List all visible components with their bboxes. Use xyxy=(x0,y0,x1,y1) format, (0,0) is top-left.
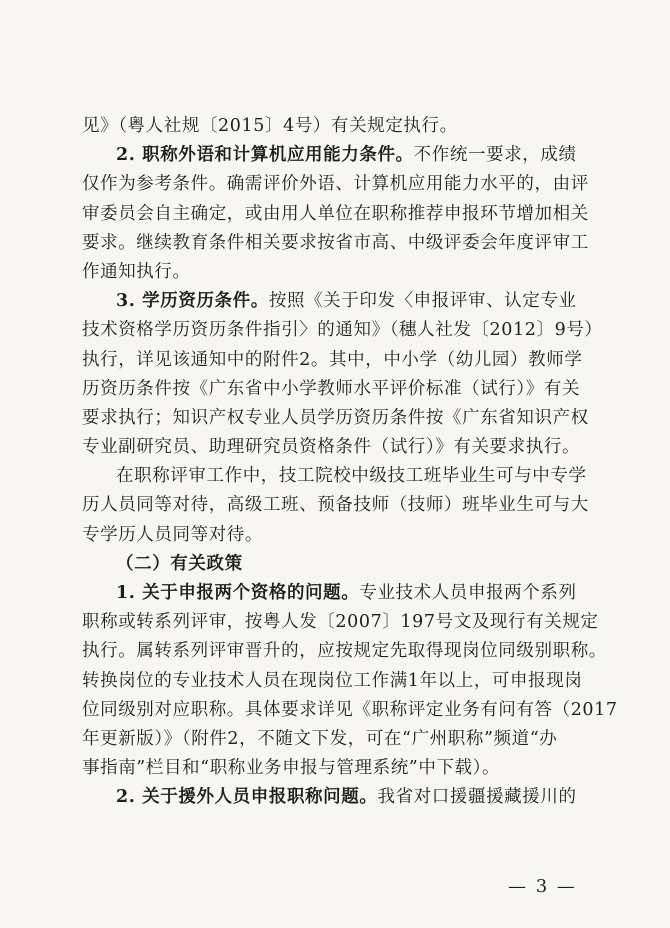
text-line-21: 位同级别对应职称。具体要求详见《职称评定业务有问有答（2017 xyxy=(82,699,618,720)
section-heading-1: 1. 关于申报两个资格的问题。 xyxy=(116,583,360,603)
text-line-12: 专业副研究员、助理研究员资格条件（试行）》有关要求执行。 xyxy=(82,437,581,458)
text-line-22: 年更新版）》（附件2，不随文下发，可在“广州职称”频道“办 xyxy=(82,728,558,749)
text-line-2: 2. 职称外语和计算机应用能力条件。不作统一要求，成绩 xyxy=(116,145,577,166)
text-line-4: 审委员会自主确定，或由用人单位在职称推荐申报环节增加相关 xyxy=(82,203,589,224)
text-line-24: 2. 关于援外人员申报职称问题。我省对口援疆援藏援川的 xyxy=(116,787,577,808)
text-line-11: 要求执行；知识产权专业人员学历资历条件按《广东省知识产权 xyxy=(82,407,589,428)
text-line-16 xyxy=(82,550,597,579)
text-line-8: 技术资格学历资历条件指引〉的通知》（穗人社发〔2012〕9号） xyxy=(82,320,603,341)
text-line-6: 作通知执行。 xyxy=(82,261,191,282)
text-line-17: 1. 关于申报两个资格的问题。专业技术人员申报两个系列 xyxy=(116,583,577,603)
section-heading-policies: （二）有关政策 xyxy=(116,553,243,574)
text-line-10: 历资历条件按《广东省中小学教师水平评价标准（试行）》有关 xyxy=(82,378,581,399)
text-line-13: 在职称评审工作中，技工院校中级技工班毕业生可与中专学 xyxy=(116,466,587,487)
text-line-20: 转换岗位的专业技术人员在现岗位工作满1年以上，可申报现岗 xyxy=(82,670,583,691)
text-line-3: 仅作为参考条件。确需评价外语、计算机应用能力水平的，由评 xyxy=(82,174,589,195)
text-line-5: 要求。继续教育条件相关要求按省市高、中级评委会年度评审工 xyxy=(82,232,589,253)
text-line-1: 见》（粤人社规〔2015〕4号）有关规定执行。 xyxy=(82,116,458,136)
section-heading-2: 2. 职称外语和计算机应用能力条件。 xyxy=(116,145,414,166)
text-line-23: 事指南”栏目和“职称业务申报与管理系统”中下载）。 xyxy=(82,758,501,779)
text-line-15: 专学历人员同等对待。 xyxy=(82,524,263,545)
text-line-7: 3. 学历资历条件。按照《关于印发〈申报评审、认定专业 xyxy=(116,291,577,312)
text-line-9: 执行，详见该通知中的附件2。其中，中小学（幼儿园）教师学 xyxy=(82,349,583,370)
text-line-14: 历人员同等对待，高级工班、预备技师（技师）班毕业生可与大 xyxy=(82,495,589,516)
section-heading-2b: 2. 关于援外人员申报职称问题。 xyxy=(116,787,378,808)
text-line-18: 职称或转系列评审，按粤人发〔2007〕197号文及现行有关规定 xyxy=(82,612,599,633)
page-number: — 3 — xyxy=(508,876,577,897)
body-text xyxy=(82,112,618,813)
section-heading-3: 3. 学历资历条件。 xyxy=(116,291,269,312)
text-line-19: 执行。属转系列评审晋升的，应按规定先取得现岗位同级别职称。 xyxy=(82,641,607,662)
